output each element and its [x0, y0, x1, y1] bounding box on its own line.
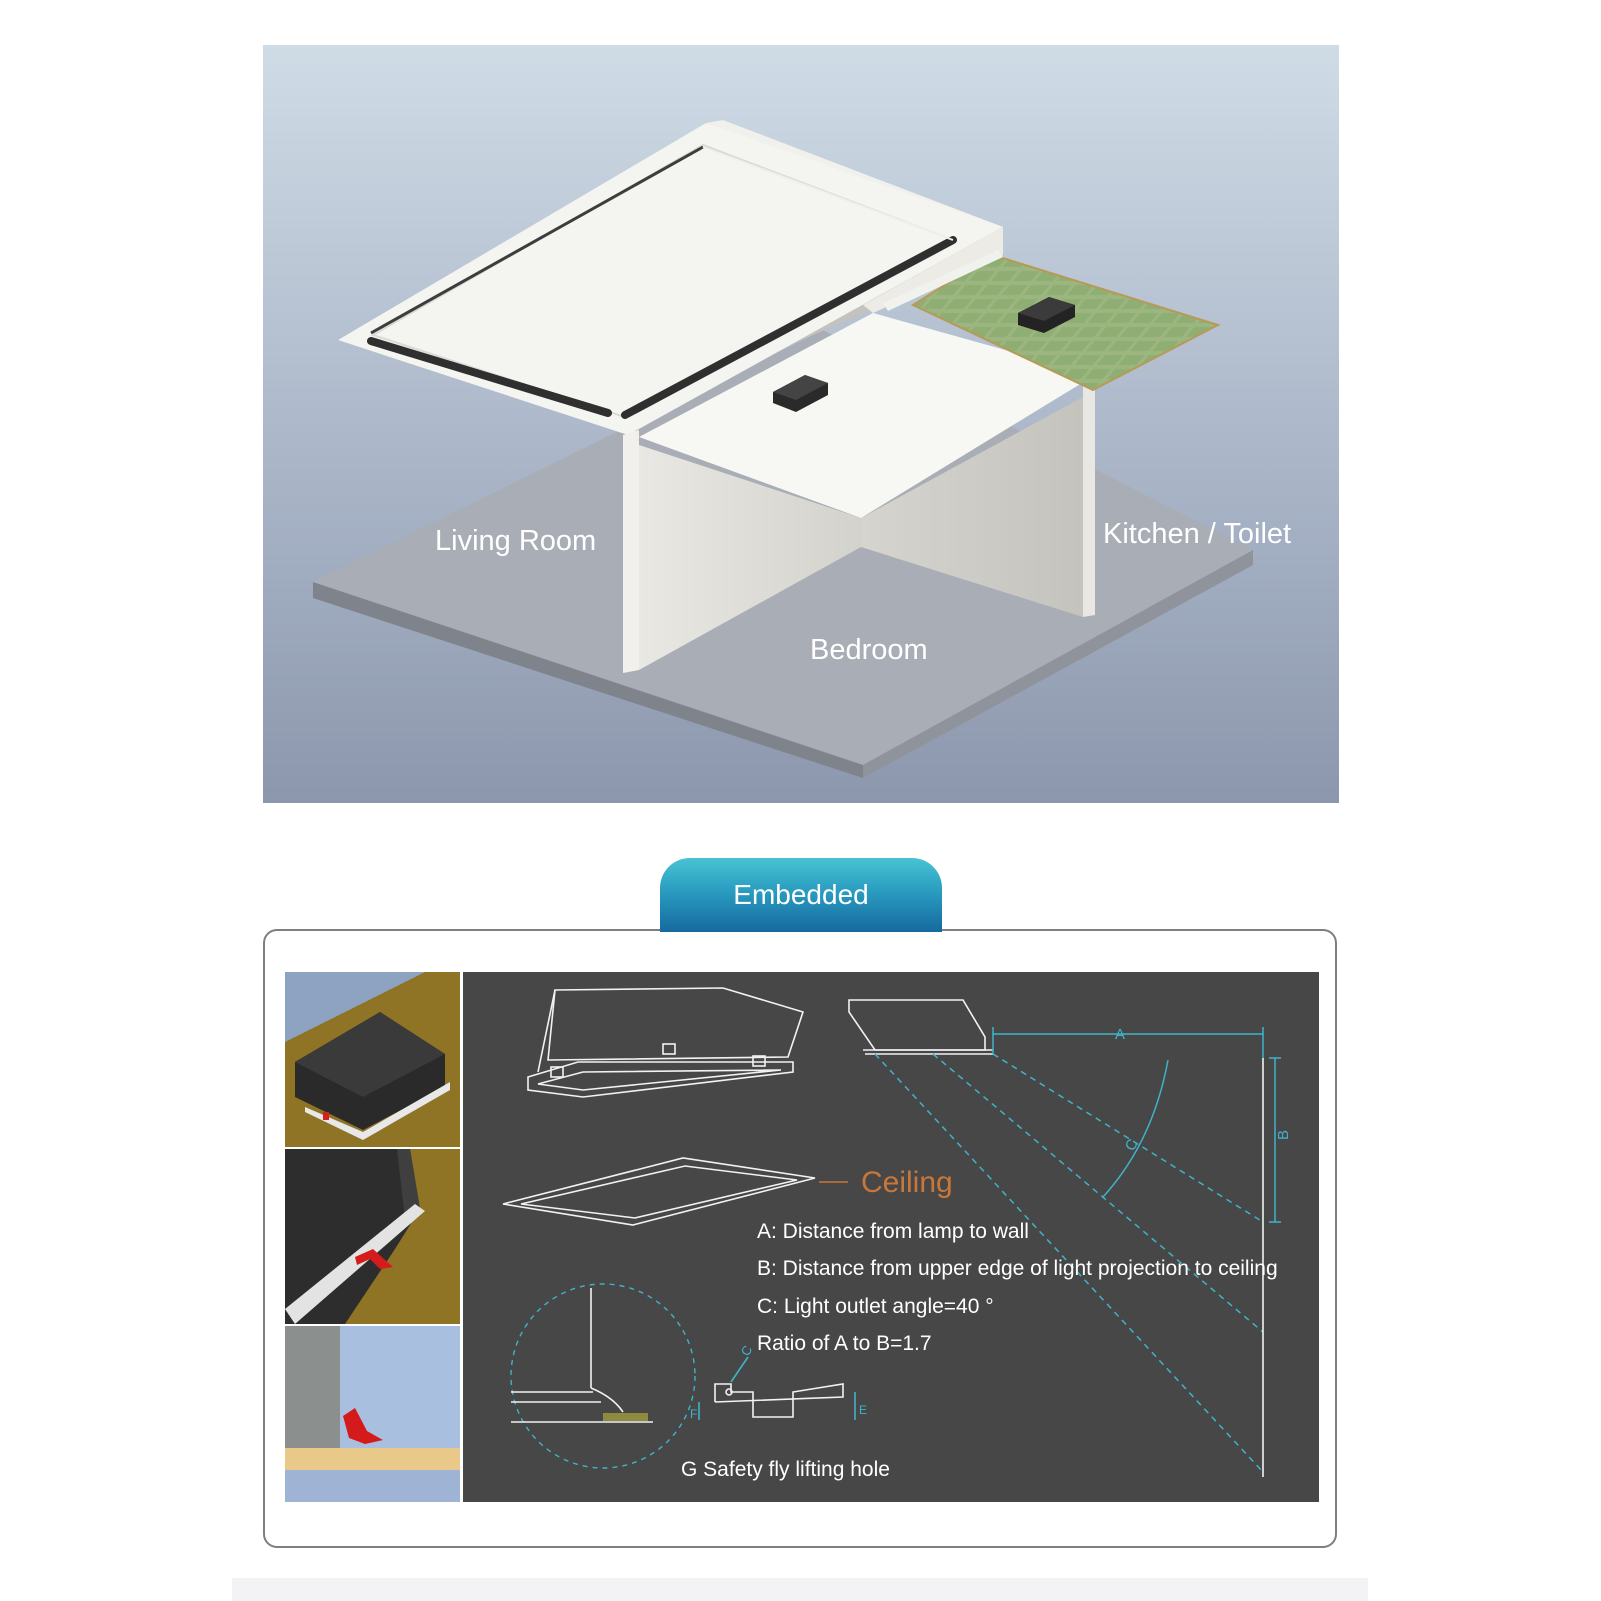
detail-f-label: F	[690, 1407, 698, 1421]
embedded-tab	[660, 858, 942, 932]
thumb-lamp-clip	[285, 1149, 460, 1324]
installation-diagram	[463, 972, 1319, 1502]
thumb-lamp-top	[285, 972, 460, 1147]
legend-a: A: Distance from lamp to wall	[757, 1220, 1029, 1243]
bottom-strip	[232, 1578, 1368, 1601]
legend-c: C: Light outlet angle=40 °	[757, 1295, 994, 1318]
detail-e-label: E	[859, 1403, 868, 1417]
dimension-c-label: C	[1121, 1136, 1142, 1154]
dimension-a-label: A	[1115, 1026, 1126, 1043]
legend-ratio: Ratio of A to B=1.7	[757, 1332, 932, 1355]
bedroom-label: Bedroom	[810, 634, 928, 666]
living-room-label: Living Room	[435, 525, 597, 557]
legend-b: B: Distance from upper edge of light projection to ceiling	[757, 1257, 1278, 1280]
ceiling-label: Ceiling	[861, 1166, 953, 1199]
kitchen-toilet-label: Kitchen / Toilet	[1103, 518, 1292, 550]
dimension-b-label: B	[1275, 1129, 1292, 1140]
thumb-lamp-side	[285, 1326, 460, 1502]
apartment-3d-scene	[263, 45, 1339, 803]
embedded-tab-label: Embedded	[733, 879, 869, 910]
detail-c-label: C	[737, 1342, 756, 1359]
safety-hole-label: G Safety fly lifting hole	[681, 1458, 890, 1481]
